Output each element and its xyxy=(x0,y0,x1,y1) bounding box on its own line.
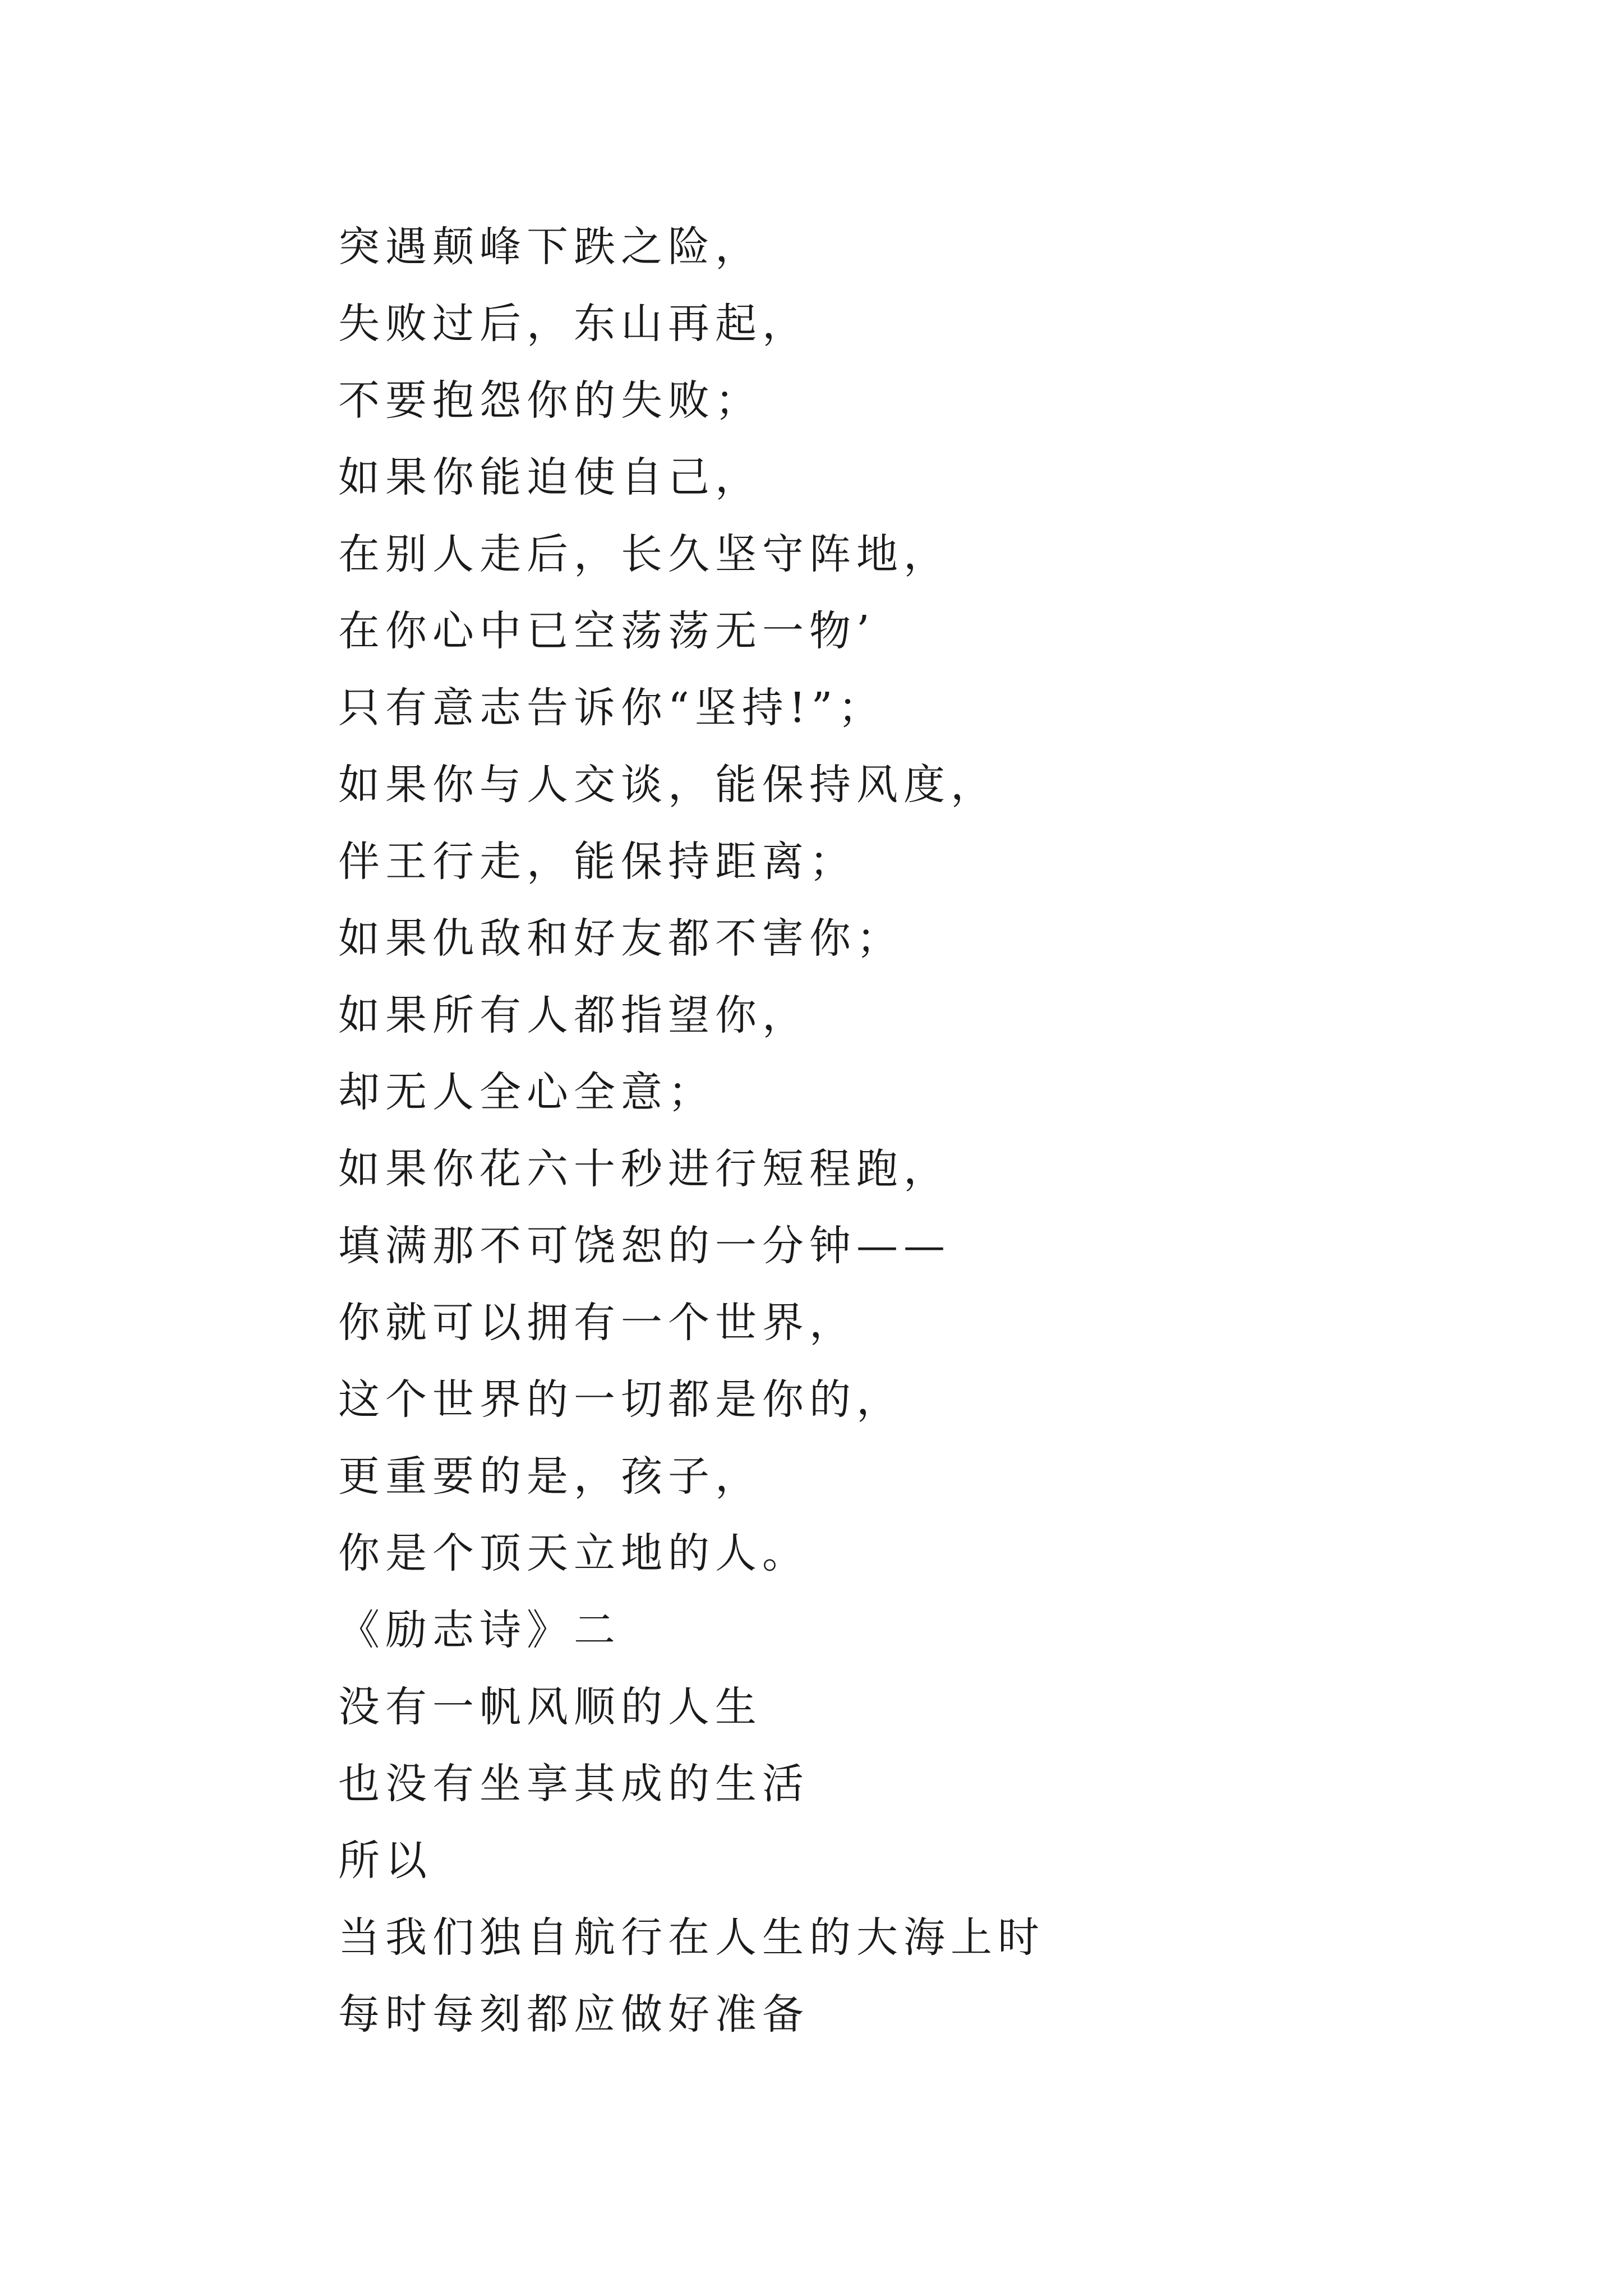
text-line: 在别人走后，长久坚守阵地， xyxy=(338,530,951,578)
text-line: 每时每刻都应做好准备 xyxy=(338,1990,809,2039)
text-line: 却无人全心全意； xyxy=(338,1068,715,1116)
poem-text xyxy=(338,213,1460,2058)
text-line: 不要抱怨你的失败； xyxy=(338,376,762,425)
text-line: 伴王行走，能保持距离； xyxy=(338,838,856,886)
text-line: 突遇颠峰下跌之险， xyxy=(338,223,762,271)
text-line: 你就可以拥有一个世界， xyxy=(338,1299,856,1347)
text-line: 只有意志告诉你“坚持!”； xyxy=(338,684,886,732)
text-line: 在你心中已空荡荡无一物’ xyxy=(338,607,875,655)
text-line: 失败过后，东山再起， xyxy=(338,300,809,348)
text-line: 更重要的是，孩子， xyxy=(338,1452,762,1501)
text-line: 如果你能迫使自己， xyxy=(338,453,762,501)
text-line: 这个世界的一切都是你的， xyxy=(338,1375,903,1424)
text-line: 填满那不可饶恕的一分钟—— xyxy=(338,1222,951,1270)
text-line: 如果你花六十秒进行短程跑， xyxy=(338,1145,951,1193)
text-line: 如果你与人交谈，能保持风度， xyxy=(338,761,998,809)
text-line: 当我们独自航行在人生的大海上时 xyxy=(338,1913,1045,1962)
text-line: 没有一帆风顺的人生 xyxy=(338,1683,762,1731)
text-line: 所以 xyxy=(338,1837,432,1885)
text-line: 如果仇敌和好友都不害你； xyxy=(338,914,903,963)
text-line: 也没有坐享其成的生活 xyxy=(338,1760,809,1808)
text-line: 你是个顶天立地的人。 xyxy=(338,1529,809,1577)
poem-title: 《励志诗》二 xyxy=(338,1606,621,1654)
text-line: 如果所有人都指望你， xyxy=(338,991,809,1039)
